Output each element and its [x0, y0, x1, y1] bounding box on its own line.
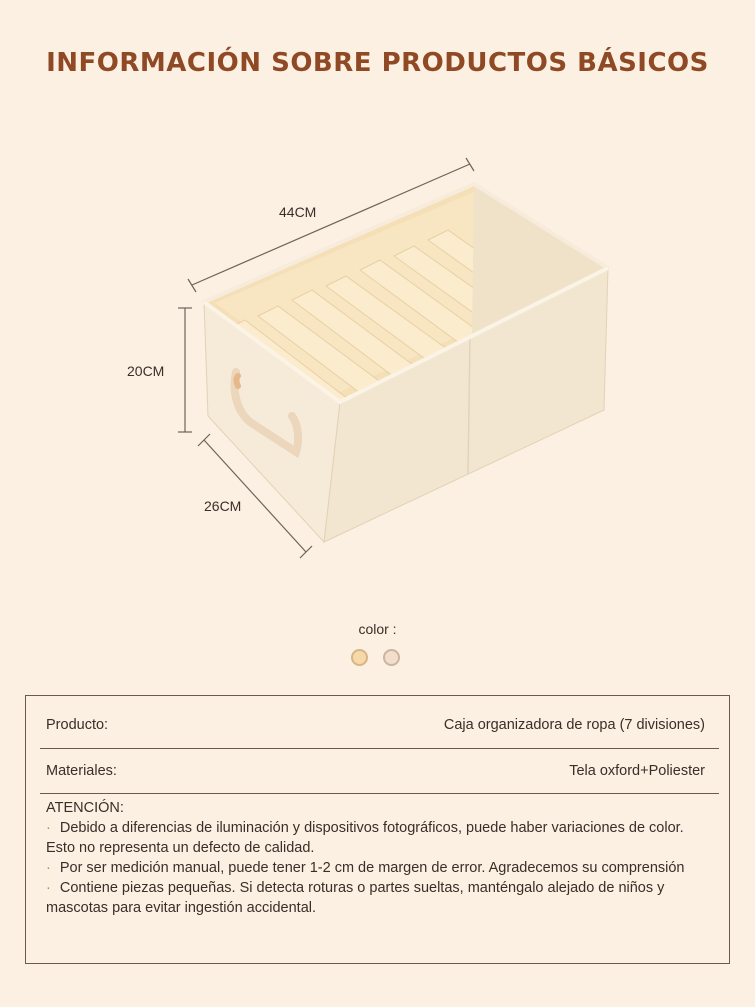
- product-value: Caja organizadora de ropa (7 divisiones): [443, 717, 705, 733]
- dimension-depth-label: 26CM: [204, 498, 242, 514]
- attention-heading: ATENCIÓN:: [46, 800, 124, 816]
- dimension-height: [178, 308, 192, 432]
- spec-row-materials: [40, 748, 719, 794]
- dimension-length-label: 44CM: [279, 204, 317, 220]
- page-title: INFORMACIÓN SOBRE PRODUCTOS BÁSICOS: [46, 48, 709, 78]
- organizer-box: [204, 184, 608, 542]
- attention-item: · Debido a diferencias de iluminación y dispositivos fotográficos, puede haber variaciones de color. Esto no representa un defecto de calidad.: [46, 820, 684, 856]
- spec-table: [25, 695, 730, 964]
- spec-row-product: [40, 702, 719, 748]
- bullet-icon: ·: [46, 820, 51, 836]
- color-swatch-beige[interactable]: [351, 649, 368, 666]
- product-label: Producto:: [46, 717, 109, 733]
- product-diagram: [0, 140, 755, 580]
- color-label: color :: [358, 621, 397, 637]
- color-swatches: [351, 649, 400, 666]
- materials-label: Materiales:: [46, 763, 117, 779]
- attention-item: · Contiene piezas pequeñas. Si detecta roturas o partes sueltas, manténgalo alejado de niños y mascotas para evitar ingestión accidental.: [46, 880, 665, 916]
- attention-note: [46, 798, 705, 918]
- dimension-height-label: 20CM: [127, 363, 165, 379]
- color-swatch-light-pink[interactable]: [383, 649, 400, 666]
- materials-value: Tela oxford+Poliester: [569, 763, 705, 779]
- attention-item: · Por ser medición manual, puede tener 1-2 cm de margen de error. Agradecemos su comprensión: [46, 860, 685, 876]
- bullet-icon: ·: [46, 860, 51, 876]
- bullet-icon: ·: [46, 880, 51, 896]
